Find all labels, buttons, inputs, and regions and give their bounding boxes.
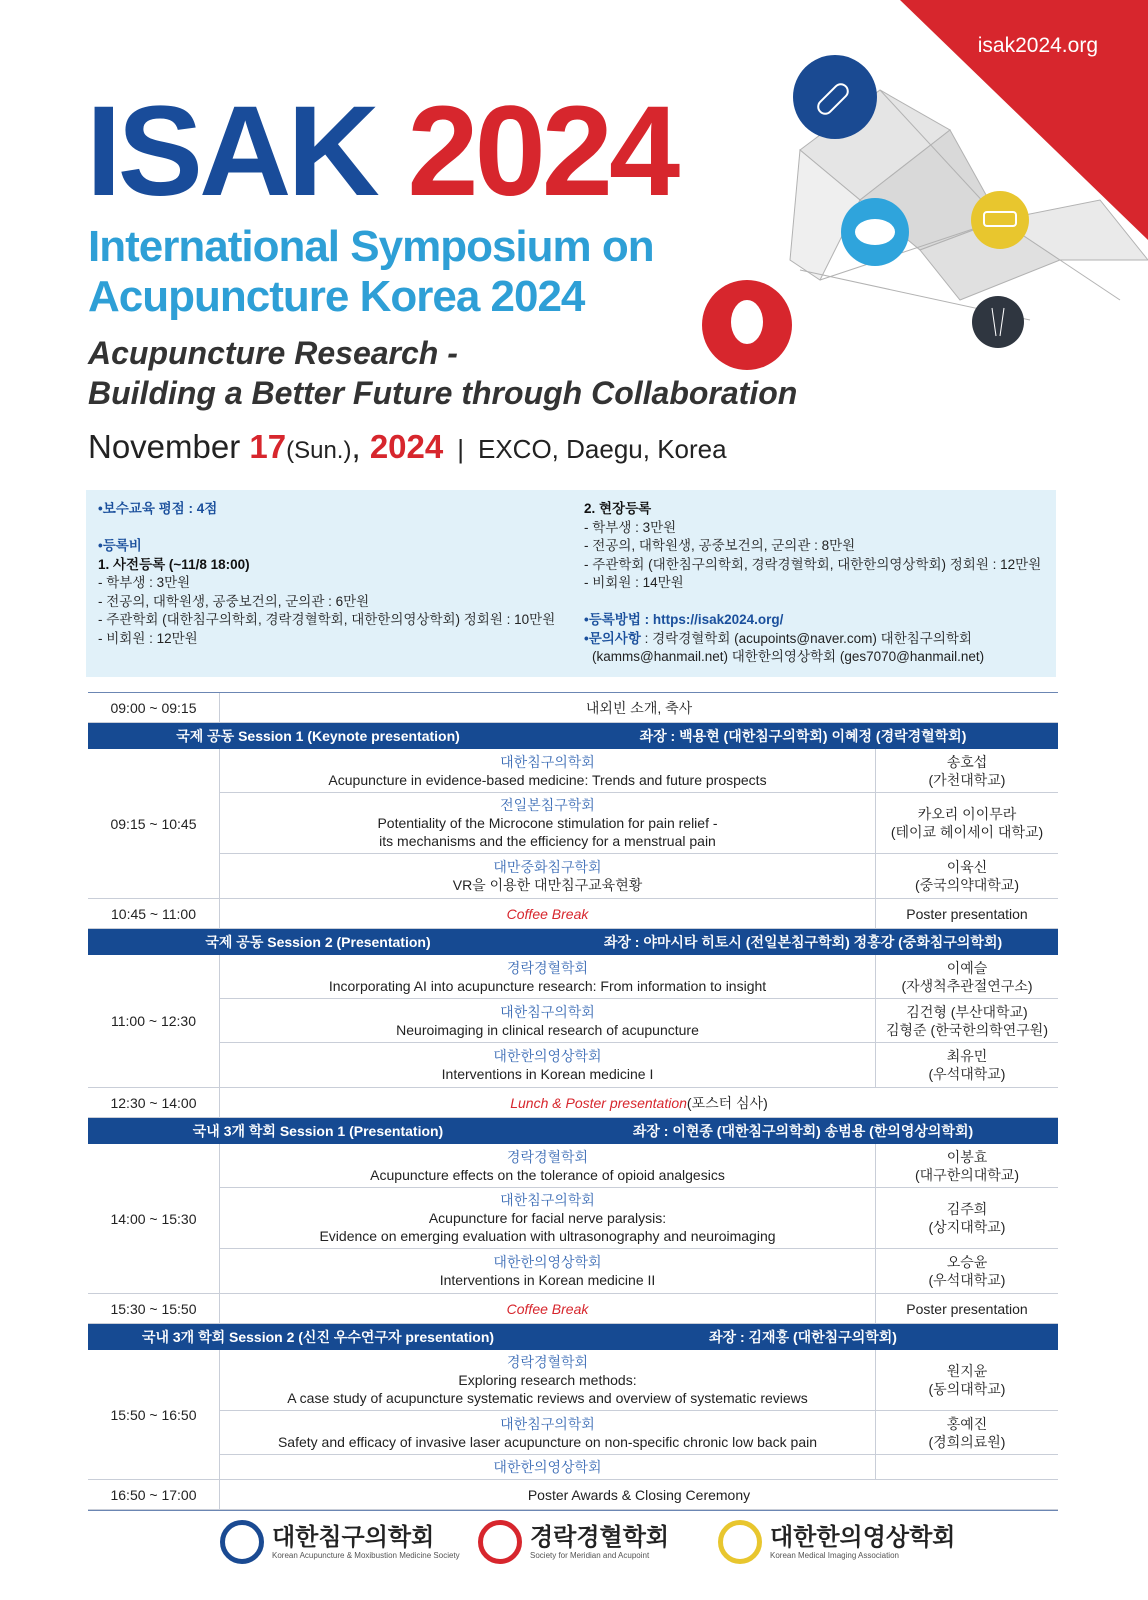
talk-row: [220, 1043, 1058, 1087]
info-line: •보수교육 평점 : 4점: [98, 501, 218, 516]
session-header: [88, 929, 1058, 955]
speaker-line: (중국의약대학교): [915, 877, 1019, 893]
logo-english-name: Korean Acupuncture & Moxibustion Medicine Society: [272, 1550, 460, 1560]
session-chairs: 좌장 : 이현종 (대한침구의학회) 송범용 (한의영상의학회): [632, 1123, 974, 1139]
talk-title: A case study of acupuncture systematic reviews and overview of systematic reviews: [287, 1390, 808, 1406]
talk-row: [220, 1249, 1058, 1293]
talk-title: Acupuncture in evidence-based medicine: Trends and future prospects: [328, 771, 767, 788]
society-emblem-icon: [718, 1520, 762, 1564]
event-title: [86, 80, 677, 223]
talk-title: Evidence on emerging evaluation with ultrasonography and neuroimaging: [319, 1228, 776, 1244]
info-line: - 전공의, 대학원생, 공중보건의, 군의관 : 6만원: [98, 593, 370, 609]
organizer-logos: [0, 1520, 1148, 1580]
talk-row: [220, 1455, 1058, 1479]
info-line: - 주관학회 (대한침구의학회, 경락경혈학회, 대한한의영상학회) 정회원 : 10만원: [98, 612, 556, 627]
speaker-line: (동의대학교): [928, 1381, 1006, 1397]
speaker: [875, 1411, 1058, 1454]
speaker: [875, 1455, 1058, 1479]
content-text: 내외빈 소개, 축사: [585, 699, 693, 716]
talk-info: [220, 1458, 875, 1476]
talk-info: [220, 1002, 875, 1039]
speaker-line: 송호섭: [946, 753, 988, 770]
speaker-line: (자생척추관절연구소): [901, 977, 1033, 994]
talk-title: Exploring research methods:: [458, 1372, 637, 1388]
organizer-logo: [718, 1520, 955, 1564]
schedule-row: [88, 1480, 1058, 1510]
talk-row: [220, 854, 1058, 898]
talk-info: [220, 1252, 875, 1290]
separator: |: [457, 434, 464, 464]
title-isak: ISAK: [86, 80, 376, 223]
talk-society: 대한한의영상학회: [493, 1254, 602, 1270]
time-slot: 12:30 ~ 14:00: [88, 1088, 220, 1117]
content-text: Poster Awards & Closing Ceremony: [527, 1486, 751, 1503]
talk-society: 대한한의영상학회: [493, 1048, 602, 1064]
schedule-note: Poster presentation: [875, 1294, 1058, 1323]
session-title: 국내 3개 학회 Session 1 (Presentation): [192, 1123, 444, 1139]
title-year: 2024: [407, 80, 677, 223]
speaker-line: 카오리 이이무라: [917, 806, 1017, 822]
talk-list: [220, 1144, 1058, 1293]
tagline-line: Acupuncture Research -: [88, 335, 458, 371]
talk-society: 대한침구의학회: [500, 1192, 595, 1208]
vr-headset-icon: [971, 191, 1029, 249]
logo-text: [272, 1525, 460, 1560]
talk-society: 경락경혈학회: [506, 1354, 589, 1370]
talk-list: [220, 749, 1058, 898]
talk-list: [220, 1350, 1058, 1479]
talk-society: 대한침구의학회: [500, 1003, 595, 1020]
date-month: November: [88, 428, 250, 465]
info-line: 1. 사전등록 (~11/8 18:00): [98, 556, 250, 572]
info-line: [98, 519, 555, 538]
logo-text: [770, 1525, 955, 1560]
speaker-line: (상지대학교): [928, 1219, 1006, 1235]
talk-list: [220, 955, 1058, 1087]
content-text: Coffee Break: [506, 905, 589, 922]
talk-title: Interventions in Korean medicine II: [439, 1272, 656, 1288]
time-slot: 15:30 ~ 15:50: [88, 1294, 220, 1323]
info-column-2: [584, 500, 1041, 667]
speaker: [875, 999, 1058, 1042]
content-extra: (포스터 심사): [686, 1094, 768, 1111]
session-chairs: 좌장 : 김재홍 (대한침구의학회): [709, 1329, 897, 1345]
time-slot: 16:50 ~ 17:00: [88, 1480, 220, 1509]
session-header: [88, 1324, 1058, 1350]
speaker-line: (가천대학교): [928, 771, 1006, 788]
talk-title: Acupuncture for facial nerve paralysis:: [428, 1210, 667, 1226]
time-slot: 09:15 ~ 10:45: [88, 749, 220, 898]
schedule-content: [220, 1294, 875, 1323]
speaker-line: 원지윤: [946, 1363, 988, 1379]
subtitle-line: International Symposium on: [88, 222, 654, 271]
society-emblem-icon: [478, 1520, 522, 1564]
session-header: [88, 723, 1058, 749]
talk-title: VR을 이용한 대만침구교육현황: [452, 877, 643, 893]
schedule-content: [220, 1480, 1058, 1509]
time-slot: 11:00 ~ 12:30: [88, 955, 220, 1087]
contact-info: [584, 630, 1041, 649]
session-block: [88, 1144, 1058, 1294]
talk-society: 대한침구의학회: [500, 753, 595, 770]
talk-info: [220, 752, 875, 789]
speaker-line: 이예슬: [946, 959, 988, 976]
session-title: 국내 3개 학회 Session 2 (신진 우수연구자 presentation): [141, 1329, 495, 1345]
session-header: [88, 1118, 1058, 1144]
info-line: - 학부생 : 3만원: [584, 519, 677, 535]
time-slot: 15:50 ~ 16:50: [88, 1350, 220, 1479]
talk-society: 대한침구의학회: [500, 1415, 595, 1432]
schedule-note: Poster presentation: [875, 899, 1058, 928]
speaker-line: (대구한의대학교): [915, 1166, 1019, 1183]
talk-info: [220, 796, 875, 850]
speaker-line: 김형준 (한국한의학연구원): [886, 1021, 1048, 1038]
info-line: [584, 593, 1041, 612]
needles-icon: [972, 296, 1024, 348]
subtitle-line: Acupuncture Korea 2024: [88, 272, 585, 321]
session-block: [88, 1350, 1058, 1480]
info-line: - 비회원 : 12만원: [98, 630, 198, 646]
talk-row: [220, 1350, 1058, 1411]
location: EXCO, Daegu, Korea: [478, 434, 727, 464]
logo-korean-name: 대한한의영상학회: [770, 1523, 956, 1551]
event-subtitle: [88, 222, 654, 322]
talk-society: 경락경혈학회: [506, 1148, 589, 1165]
speaker: [875, 955, 1058, 998]
schedule-row: [88, 1088, 1058, 1118]
talk-title: its mechanisms and the efficiency for a menstrual pain: [379, 833, 716, 849]
session-chairs: 좌장 : 백용현 (대한침구의학회) 이혜정 (경락경혈학회): [639, 728, 967, 744]
date-day: 17: [249, 428, 287, 465]
talk-row: [220, 793, 1058, 854]
session-block: [88, 955, 1058, 1088]
schedule-content: [220, 1088, 1058, 1117]
speaker: [875, 854, 1058, 898]
info-line: 2. 현장등록: [584, 501, 652, 516]
logo-english-name: Society for Meridian and Acupoint: [530, 1550, 650, 1560]
website-url[interactable]: isak2024.org: [977, 34, 1098, 57]
info-line: - 학부생 : 3만원: [98, 575, 191, 590]
registration-info-box: [86, 490, 1056, 677]
info-line: •등록비: [98, 538, 142, 553]
time-slot: 09:00 ~ 09:15: [88, 693, 220, 722]
logo-korean-name: 대한침구의학회: [272, 1523, 435, 1551]
session-chairs: 좌장 : 야마시타 히토시 (전일본침구학회) 정홍강 (중화침구의학회): [603, 934, 1003, 950]
info-line: - 주관학회 (대한침구의학회, 경락경혈학회, 대한한의영상학회) 정회원 : 12만원: [584, 556, 1042, 572]
contact-info-line2: (kamms@hanmail.net) 대한한의영상학회 (ges7070@hanmail.net): [592, 649, 985, 664]
talk-info: [220, 1046, 875, 1084]
speaker: [875, 1188, 1058, 1248]
time-slot: 14:00 ~ 15:30: [88, 1144, 220, 1293]
schedule-table: [88, 692, 1058, 1511]
ultrasound-icon: [793, 55, 877, 139]
speaker-line: 이육신: [946, 859, 988, 875]
content-text: Lunch & Poster presentation: [510, 1094, 687, 1111]
speaker: [875, 1249, 1058, 1293]
talk-row: [220, 999, 1058, 1043]
talk-row: [220, 1411, 1058, 1455]
speaker-line: 이봉효: [946, 1148, 988, 1165]
talk-row: [220, 1188, 1058, 1249]
session-title: 국제 공동 Session 2 (Presentation): [205, 934, 431, 950]
contact-text: : 경락경혈학회 (acupoints@naver.com) 대한침구의학회: [640, 630, 972, 646]
time-slot: 10:45 ~ 11:00: [88, 899, 220, 928]
talk-row: [220, 749, 1058, 793]
date-year: 2024: [369, 428, 444, 465]
date-weekday: (Sun.): [286, 437, 352, 464]
date-comma: ,: [351, 428, 370, 465]
logo-text: [530, 1525, 669, 1560]
talk-info: [220, 1353, 875, 1407]
schedule-row: [88, 693, 1058, 723]
speaker-line: (우석대학교): [928, 1272, 1006, 1288]
event-tagline: [88, 333, 797, 413]
talk-row: [220, 1144, 1058, 1188]
schedule-row: [88, 899, 1058, 929]
talk-info: [220, 958, 875, 995]
speaker-line: 오승윤: [946, 1254, 988, 1270]
info-line: - 비회원 : 14만원: [584, 575, 684, 590]
talk-title: Interventions in Korean medicine I: [441, 1066, 654, 1082]
session-block: [88, 749, 1058, 899]
talk-title: Neuroimaging in clinical research of acupuncture: [396, 1021, 699, 1038]
speaker-line: (우석대학교): [928, 1066, 1006, 1082]
talk-row: [220, 955, 1058, 999]
talk-title: Incorporating AI into acupuncture research: From information to insight: [328, 977, 767, 994]
speaker-line: 홍예진: [946, 1415, 988, 1432]
info-line: - 전공의, 대학원생, 공중보건의, 군의관 : 8만원: [584, 538, 856, 553]
speaker-line: (테이쿄 헤이세이 대학교): [890, 824, 1044, 840]
talk-info: [220, 1147, 875, 1184]
society-emblem-icon: [220, 1520, 264, 1564]
speaker: [875, 749, 1058, 792]
organizer-logo: [478, 1520, 669, 1564]
talk-info: [220, 857, 875, 895]
tagline-line: Building a Better Future through Collaboration: [88, 375, 798, 411]
info-column-1: [98, 500, 555, 648]
event-date-location: [88, 428, 727, 466]
talk-title: Potentiality of the Microcone stimulation for pain relief -: [377, 815, 718, 831]
session-title: 국제 공동 Session 1 (Keynote presentation): [176, 728, 460, 744]
contact-label: •문의사항: [584, 630, 641, 646]
talk-title: Safety and efficacy of invasive laser acupuncture on non-specific chronic low back pain: [277, 1433, 818, 1450]
talk-info: [220, 1191, 875, 1245]
info-line: •등록방법 : https://isak2024.org/: [584, 612, 784, 627]
schedule-content: [220, 693, 1058, 722]
organizer-logo: [220, 1520, 460, 1564]
talk-society: 대만중화침구학회: [493, 859, 602, 875]
speaker-line: 김주희: [946, 1201, 988, 1217]
logo-korean-name: 경락경혈학회: [530, 1523, 670, 1551]
schedule-content: [220, 899, 875, 928]
speaker-line: (경희의료원): [928, 1433, 1006, 1450]
speaker: [875, 793, 1058, 853]
speaker: [875, 1350, 1058, 1410]
speaker-line: 최유민: [946, 1048, 988, 1064]
logo-english-name: Korean Medical Imaging Association: [770, 1550, 899, 1560]
speaker-line: 김건형 (부산대학교): [906, 1003, 1028, 1020]
speaker: [875, 1144, 1058, 1187]
content-text: Coffee Break: [506, 1300, 589, 1317]
talk-title: Acupuncture effects on the tolerance of opioid analgesics: [370, 1166, 725, 1183]
talk-society: 경락경혈학회: [506, 959, 589, 976]
speaker: [875, 1043, 1058, 1087]
talk-info: [220, 1414, 875, 1451]
talk-society: 대한한의영상학회: [493, 1459, 602, 1475]
schedule-row: [88, 1294, 1058, 1324]
talk-society: 전일본침구학회: [500, 797, 595, 813]
